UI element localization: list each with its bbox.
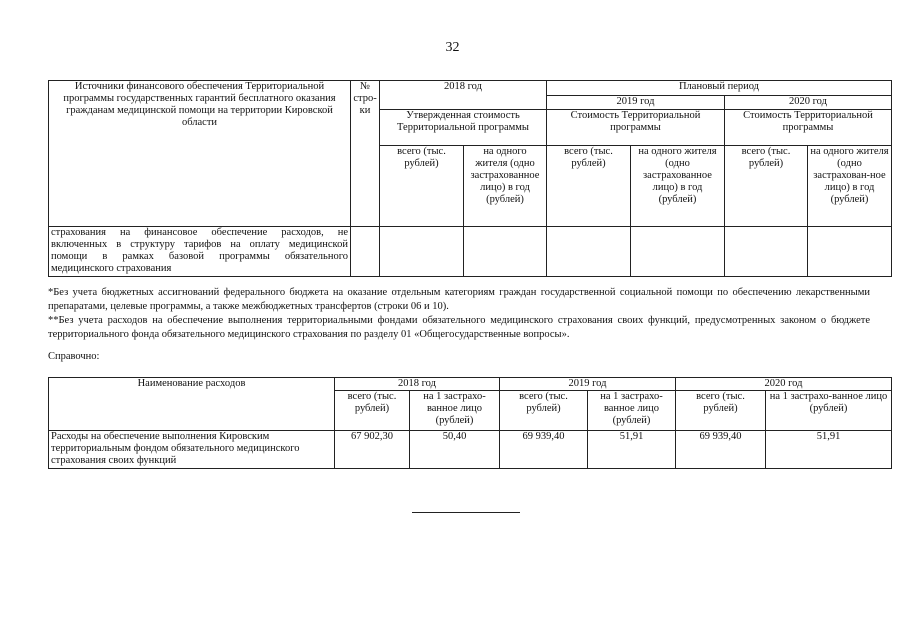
total-2019-header: всего (тыс. рублей) — [547, 146, 631, 227]
ref-value-2018-total: 67 902,30 — [335, 431, 410, 469]
ref-per-insured-2020-header: на 1 застрахо-ванное лицо (рублей) — [766, 391, 892, 431]
source-header: Источники финансового обеспечения Территориальной программы государственных гарантий бесплатного оказания гражданам медицинской помощи на территории Кировской области — [49, 81, 351, 227]
ref-value-2019-total: 69 939,40 — [500, 431, 588, 469]
value-cell — [547, 227, 631, 277]
cost-2020-header: Стоимость Территориальной программы — [725, 110, 892, 146]
year-2020-header: 2020 год — [725, 96, 892, 110]
ref-value-2020-per-insured: 51,91 — [766, 431, 892, 469]
year-2019-header: 2019 год — [547, 96, 725, 110]
reference-table — [48, 377, 892, 469]
total-2018-header: всего (тыс. рублей) — [380, 146, 464, 227]
ref-year-2018-header: 2018 год — [335, 378, 500, 391]
ref-total-2019-header: всего (тыс. рублей) — [500, 391, 588, 431]
per-resident-2018-header: на одного жителя (одно застрахованное лицо) в год (рублей) — [464, 146, 547, 227]
total-2020-header: всего (тыс. рублей) — [725, 146, 808, 227]
cost-2019-header: Стоимость Территориальной программы — [547, 110, 725, 146]
value-cell — [631, 227, 725, 277]
per-resident-2020-header: на одного жителя (одно застрахован-ное лицо) в год (рублей) — [808, 146, 892, 227]
ref-total-2020-header: всего (тыс. рублей) — [676, 391, 766, 431]
value-cell — [380, 227, 464, 277]
ref-year-2019-header: 2019 год — [500, 378, 676, 391]
ref-per-insured-2018-header: на 1 застрахо-ванное лицо (рублей) — [410, 391, 500, 431]
closing-divider — [412, 512, 520, 513]
planned-period-header: Плановый период — [547, 81, 892, 96]
row-number-cell — [351, 227, 380, 277]
page-number: 32 — [445, 40, 460, 55]
row-number-header: № стро-ки — [351, 81, 380, 227]
approved-cost-header: Утвержденная стоимость Территориальной программы — [380, 110, 547, 146]
footnote-2: **Без учета расходов на обеспечение выполнения территориальными фондами обязательного медицинского страхования своих функций, предусмотренных законом о бюджете территориального фонда обязательного медицинского страхования по разделу 01 «Общегосударственные вопросы». — [48, 315, 870, 340]
year-2018-header: 2018 год — [380, 81, 547, 110]
value-cell — [464, 227, 547, 277]
ref-row-label: Расходы на обеспечение выполнения Кировским территориальным фондом обязательного медицинского страхования своих функций — [49, 431, 335, 469]
per-resident-2019-header: на одного жителя (одно застрахованное лицо) в год (рублей) — [631, 146, 725, 227]
ref-year-2020-header: 2020 год — [676, 378, 892, 391]
row-description: страхования на финансовое обеспечение расходов, не включенных в структуру тарифов на оплату медицинской помощи в рамках базовой программы обязательного медицинского страхования — [49, 227, 351, 277]
ref-value-2019-per-insured: 51,91 — [588, 431, 676, 469]
ref-value-2020-total: 69 939,40 — [676, 431, 766, 469]
main-financing-table — [48, 80, 892, 277]
ref-per-insured-2019-header: на 1 застрахо-ванное лицо (рублей) — [588, 391, 676, 431]
ref-value-2018-per-insured: 50,40 — [410, 431, 500, 469]
value-cell — [725, 227, 808, 277]
ref-total-2018-header: всего (тыс. рублей) — [335, 391, 410, 431]
reference-label: Справочно: — [48, 351, 100, 362]
footnote-1: *Без учета бюджетных ассигнований федерального бюджета на оказание отдельным категориям граждан государственной социальной помощи по обеспечению лекарственными препаратами, целевые программы, а также межбюджетных трансфертов (строки 06 и 10). — [48, 287, 870, 312]
expense-name-header: Наименование расходов — [49, 378, 335, 431]
value-cell — [808, 227, 892, 277]
